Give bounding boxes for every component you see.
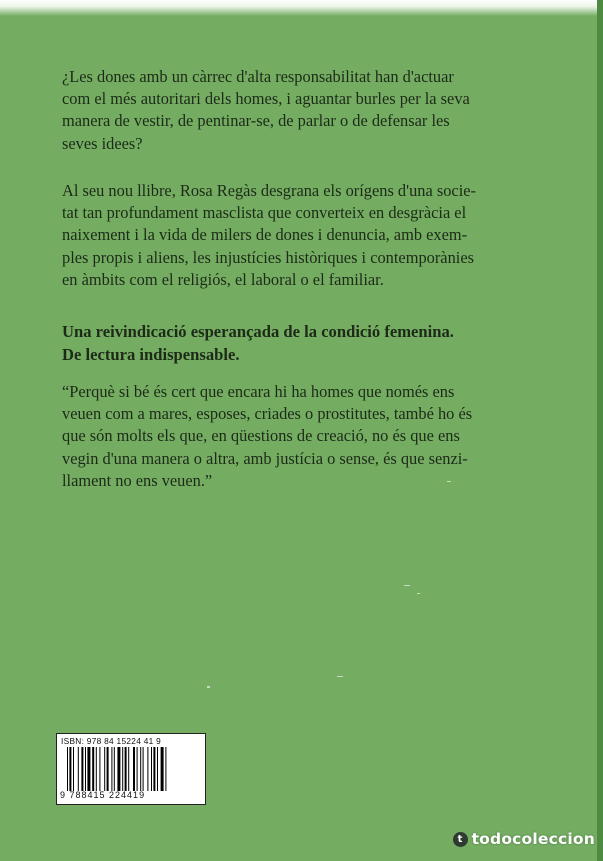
text-line: ¿Les dones amb un càrrec d'alta responsabilitat han d'actuar [62, 67, 454, 86]
ean-digits: 9 788415 224419 [60, 790, 146, 800]
barcode-bar [96, 747, 97, 791]
todocoleccion-logo-icon: t [453, 832, 468, 847]
text-line: en àmbits com el religiós, el laboral o el familiar. [62, 269, 384, 289]
print-speck [337, 676, 343, 677]
barcode-bar [81, 747, 83, 791]
page-top-edge [0, 0, 603, 16]
barcode-bar [73, 747, 74, 791]
barcode-bar [78, 747, 79, 791]
barcode-bar [69, 747, 71, 791]
barcode-bar [114, 747, 115, 791]
barcode-bar [143, 747, 144, 791]
barcode-bar [125, 747, 127, 791]
text-line: que són molts els que, en qüestions de creació, no és que ens [62, 426, 460, 446]
barcode-bar [67, 747, 68, 791]
barcode-bar [122, 747, 123, 791]
barcode-bar [153, 747, 155, 791]
barcode-bar [87, 747, 90, 791]
text-line: tat tan profundament masclista que converteix en desgràcia el [62, 203, 467, 223]
text-line: manera de vestir, de pentinar-se, de parlar o de defensar les [62, 111, 450, 131]
print-speck [447, 481, 451, 482]
isbn-label: ISBN: 978 84 15224 41 9 [61, 736, 162, 746]
barcode-bar [111, 747, 112, 791]
barcode-bar [133, 747, 135, 791]
barcode-bar [165, 747, 166, 791]
text-line: “Perquè si bé és cert que encara hi ha homes que només ens [62, 382, 455, 401]
barcode-bar [151, 747, 152, 791]
isbn-barcode [56, 733, 206, 805]
text-line: naixement i la vida de milers de dones i denuncia, amb exem- [62, 225, 468, 245]
todocoleccion-watermark [453, 830, 595, 848]
barcode-bar [157, 747, 158, 791]
text-line: ples propis i aliens, les injustícies històriques i contemporànies [62, 247, 474, 267]
barcode-bar [137, 747, 138, 791]
barcode-bar [107, 747, 109, 791]
print-speck [404, 585, 410, 586]
quote-paragraph [62, 381, 472, 492]
spine-edge [597, 0, 603, 861]
watermark-text: todocoleccion [471, 830, 595, 848]
barcode-bars [67, 747, 199, 791]
barcode-bar [104, 747, 105, 791]
barcode-bar [140, 747, 141, 791]
barcode-bar [99, 747, 100, 791]
text-line: De lectura indispensable. [62, 345, 240, 364]
text-line: llament no ens veuen.” [62, 470, 213, 490]
text-line: Al seu nou llibre, Rosa Regàs desgrana els orígens d'una socie- [62, 181, 476, 200]
print-speck [417, 593, 420, 594]
barcode-bar [128, 747, 129, 791]
text-line: vegin d'una manera o altra, amb justícia o sense, és que senzi- [62, 448, 468, 468]
intro-question-paragraph [62, 66, 470, 155]
text-line: com el més autoritari dels homes, i aguantar burles per la seva [62, 89, 470, 109]
barcode-bar [161, 747, 164, 791]
text-line: seves idees? [62, 133, 143, 153]
barcode-bar [92, 747, 94, 791]
barcode-bar [85, 747, 86, 791]
text-line: veuen com a mares, esposes, criades o prostitutes, també ho és [62, 404, 473, 424]
barcode-bar [147, 747, 148, 791]
bold-tagline [62, 320, 454, 366]
barcode-bar [117, 747, 120, 791]
book-summary-paragraph [62, 180, 476, 291]
text-line: Una reivindicació esperançada de la condició femenina. [62, 322, 454, 341]
print-speck [207, 686, 210, 688]
